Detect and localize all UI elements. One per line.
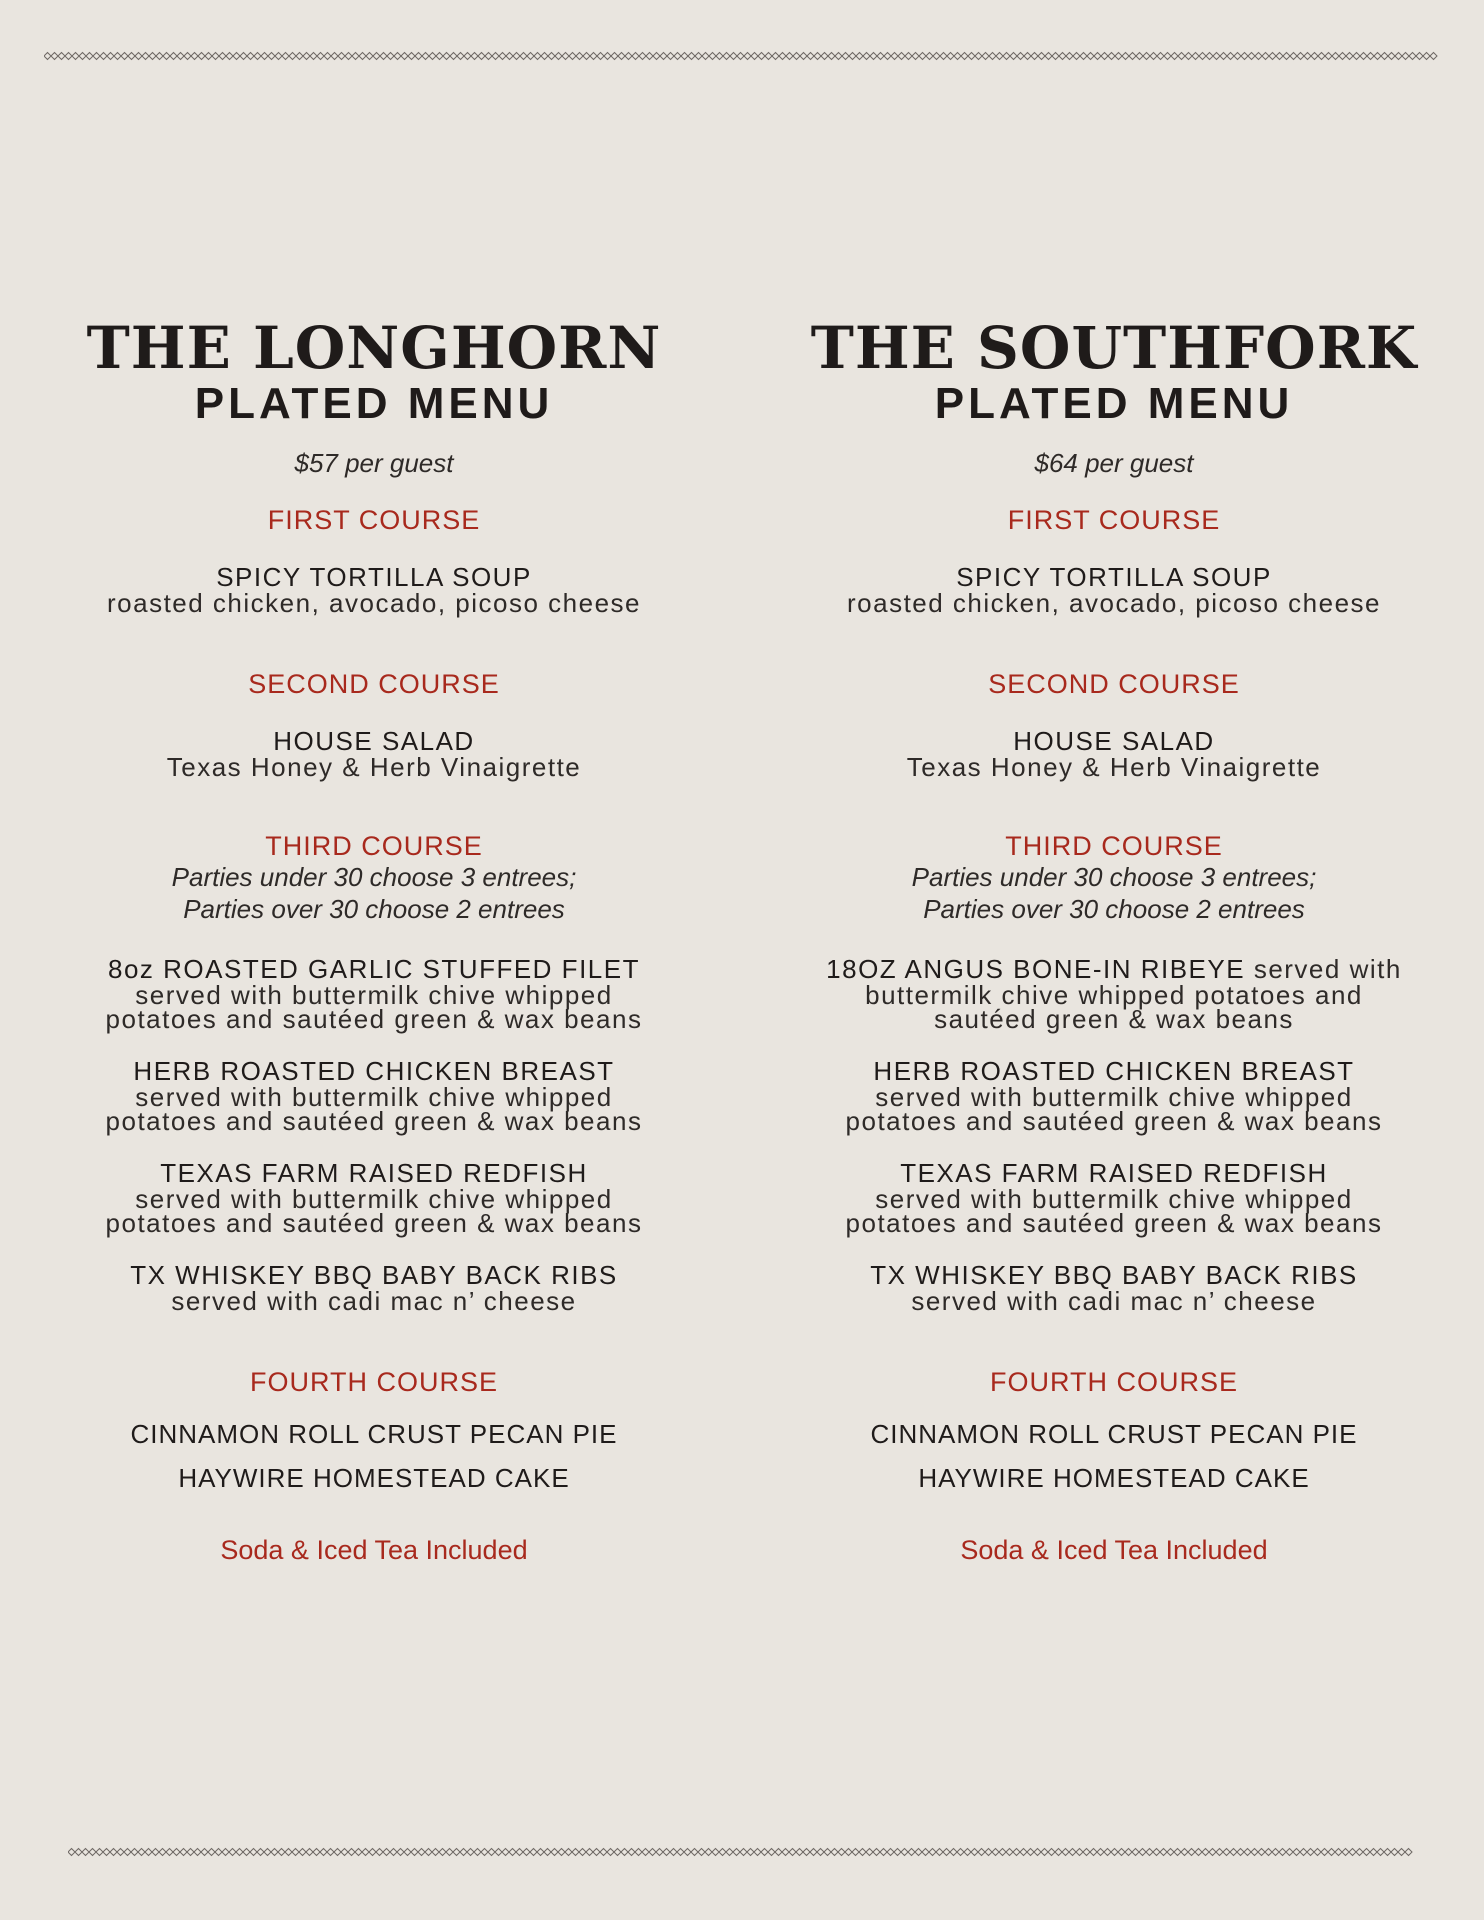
dessert-item: CINNAMON ROLL CRUST PECAN PIE (130, 1419, 618, 1449)
entree-item (4, 1056, 744, 1136)
dish-name: HOUSE SALAD (1013, 726, 1215, 756)
entree-description-line1: served with cadi mac n’ cheese (911, 1286, 1317, 1316)
entree-description-line2: potatoes and sautéed green & wax beans (845, 1106, 1383, 1136)
entree-item-ribeye (744, 954, 1484, 1034)
menu-subtitle: PLATED MENU (194, 379, 554, 428)
entree-item (4, 1260, 744, 1316)
third-course-note-line1: Parties under 30 choose 3 entrees; (911, 862, 1317, 892)
diamond-chain-border-icon (44, 49, 1440, 63)
third-course-note-line2: Parties over 30 choose 2 entrees (923, 894, 1305, 924)
entree-description-line1: served with buttermilk chive whipped (875, 1082, 1353, 1112)
entree-description-line2: potatoes and sautéed green & wax beans (105, 1106, 643, 1136)
dessert-item: CINNAMON ROLL CRUST PECAN PIE (870, 1419, 1358, 1449)
entree-description-inline: served with (1245, 954, 1402, 984)
diamond-chain-path (44, 53, 1437, 60)
entree-description-line1: served with buttermilk chive whipped (875, 1184, 1353, 1214)
first-course-heading: FIRST COURSE (1007, 505, 1221, 535)
menu-title: THE LONGHORN (86, 314, 662, 382)
entree-item (744, 1056, 1484, 1136)
third-course-note-line1: Parties under 30 choose 3 entrees; (171, 862, 577, 892)
second-course-heading: SECOND COURSE (248, 669, 500, 699)
dish-name: HOUSE SALAD (273, 726, 475, 756)
entree-item (744, 1260, 1484, 1316)
fourth-course-heading: FOURTH COURSE (249, 1367, 498, 1397)
dish-description: Texas Honey & Herb Vinaigrette (166, 752, 582, 782)
diamond-chain-border-icon (68, 1845, 1416, 1859)
entree-description-line1: served with buttermilk chive whipped (135, 1082, 613, 1112)
entree-description-line2: potatoes and sautéed green & wax beans (105, 1208, 643, 1238)
third-course-note-line2: Parties over 30 choose 2 entrees (183, 894, 565, 924)
third-course-heading: THIRD COURSE (265, 831, 483, 861)
menu-price: $64 per guest (1034, 448, 1194, 478)
first-course-heading: FIRST COURSE (267, 505, 481, 535)
entree-item (4, 954, 744, 1034)
bottom-diamond-border-icon (68, 1845, 1416, 1859)
entree-description-line3: sautéed green & wax beans (934, 1004, 1294, 1034)
second-course-dish (4, 726, 744, 782)
dish-name: SPICY TORTILLA SOUP (216, 562, 532, 592)
menu-title: THE SOUTHFORK (810, 314, 1418, 382)
dish-description: roasted chicken, avocado, picoso cheese (846, 588, 1381, 618)
menu-price: $57 per guest (294, 448, 454, 478)
fourth-course-heading: FOURTH COURSE (989, 1367, 1238, 1397)
dish-description: Texas Honey & Herb Vinaigrette (906, 752, 1322, 782)
entree-description-line2: buttermilk chive whipped potatoes and (865, 980, 1363, 1010)
entree-name: HERB ROASTED CHICKEN BREAST (133, 1056, 615, 1086)
southfork-menu (744, 316, 1484, 1565)
entree-description-line1: served with buttermilk chive whipped (135, 980, 613, 1010)
entree-name: HERB ROASTED CHICKEN BREAST (873, 1056, 1355, 1086)
top-diamond-border-icon (44, 49, 1440, 63)
ribeye-line1 (744, 955, 1484, 983)
entree-name: 8oz ROASTED GARLIC STUFFED FILET (108, 954, 640, 984)
dish-description: roasted chicken, avocado, picoso cheese (106, 588, 641, 618)
entree-item (4, 1158, 744, 1238)
second-course-dish (744, 726, 1484, 782)
dessert-item: HAYWIRE HOMESTEAD CAKE (178, 1463, 570, 1493)
third-course-heading: THIRD COURSE (1005, 831, 1223, 861)
entree-name: TX WHISKEY BBQ BABY BACK RIBS (130, 1260, 618, 1290)
entree-name: 18OZ ANGUS BONE-IN RIBEYE (826, 954, 1246, 984)
entree-name: TEXAS FARM RAISED REDFISH (900, 1158, 1328, 1188)
entree-description-line1: served with cadi mac n’ cheese (171, 1286, 577, 1316)
entree-name: TX WHISKEY BBQ BABY BACK RIBS (870, 1260, 1358, 1290)
second-course-heading: SECOND COURSE (988, 669, 1240, 699)
beverage-note: Soda & Iced Tea Included (220, 1535, 528, 1565)
dessert-item: HAYWIRE HOMESTEAD CAKE (918, 1463, 1310, 1493)
entree-description-line2: potatoes and sautéed green & wax beans (105, 1004, 643, 1034)
entree-description-line1: served with buttermilk chive whipped (135, 1184, 613, 1214)
dish-name: SPICY TORTILLA SOUP (956, 562, 1272, 592)
entree-name: TEXAS FARM RAISED REDFISH (160, 1158, 588, 1188)
menu-subtitle: PLATED MENU (934, 379, 1294, 428)
first-course-dish (4, 562, 744, 618)
entree-description-line2: potatoes and sautéed green & wax beans (845, 1208, 1383, 1238)
longhorn-menu (4, 316, 744, 1565)
first-course-dish (744, 562, 1484, 618)
beverage-note: Soda & Iced Tea Included (960, 1535, 1268, 1565)
diamond-chain-path (68, 1849, 1412, 1856)
entree-item (744, 1158, 1484, 1238)
